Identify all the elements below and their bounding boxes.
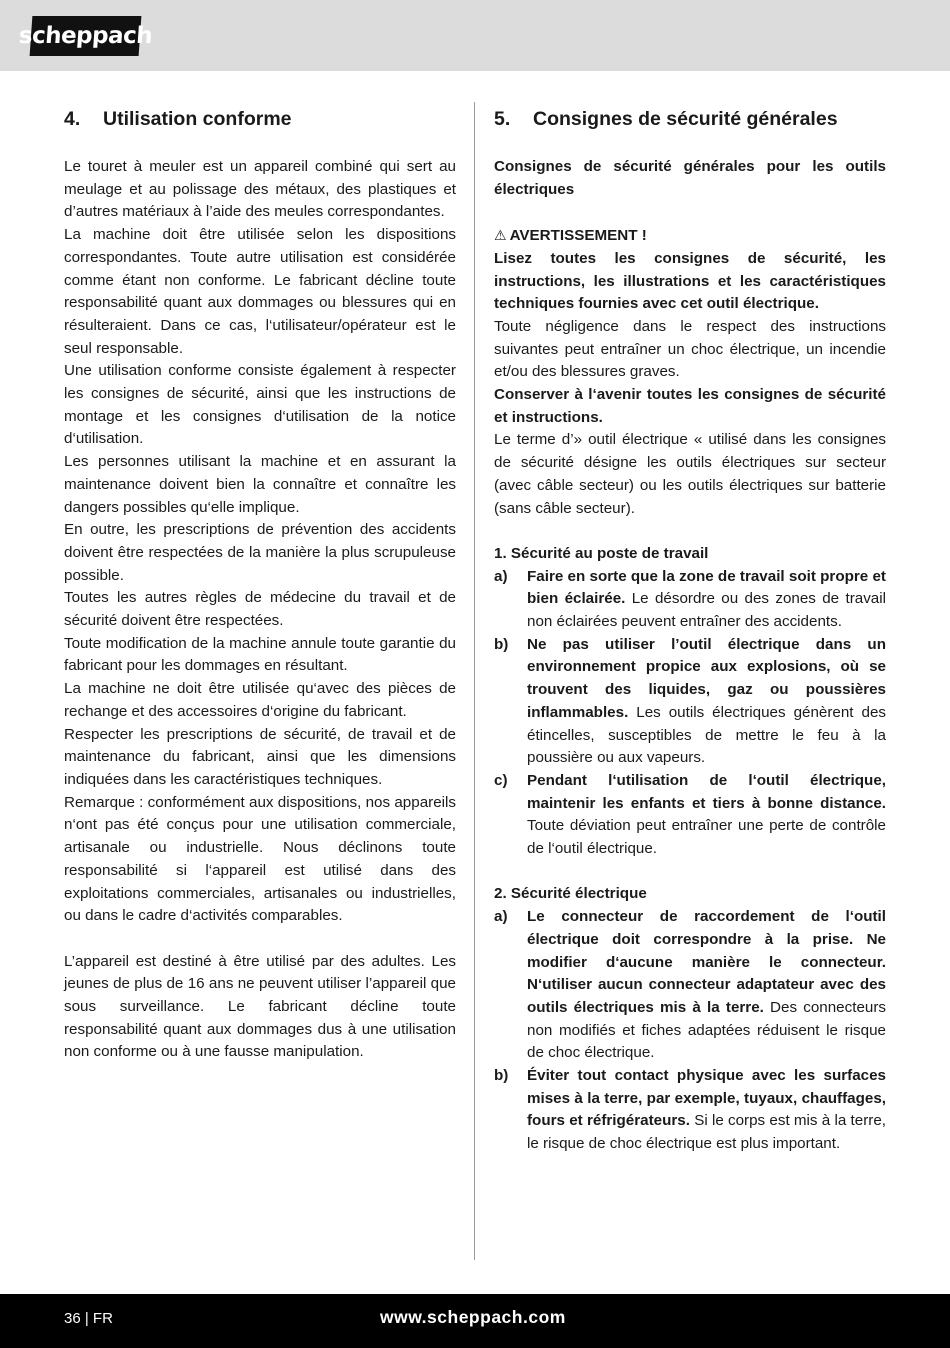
section-number: 5.: [494, 108, 511, 130]
right-column: [494, 102, 886, 1156]
subheading: Consignes de sécurité générales pour les outils électriques: [494, 158, 886, 198]
section-title: Consignes de sécurité générales: [533, 108, 838, 130]
item-bold: Faire en sorte que la zone de travail soit propre et bien éclairée.: [527, 567, 886, 608]
item-bold: Le connecteur de raccordement de l‘outil électrique doit correspondre à la prise. Ne modifier d‘aucune manière le connecteur. N‘utiliser aucun connecteur adaptateur avec des outils électriques mis à la terre.: [527, 908, 886, 1016]
closing-paragraph: L’appareil est destiné à être utilisé par des adultes. Les jeunes de plus de 16 ans ne peuvent utiliser l’appareil que sous surveillance. Le fabricant décline toute responsabilité quant aux dommages dus à une utilisation non conforme ou à une fausse manipulation.: [64, 952, 456, 1061]
footer-bar: [0, 1294, 950, 1348]
section-title: Utilisation conforme: [103, 108, 292, 130]
left-column: [64, 102, 456, 1064]
section-number: 4.: [64, 108, 81, 130]
warning-label: [494, 224, 886, 248]
paragraph: La machine ne doit être utilisée qu‘avec des pièces de rechange et des accessoires d‘origine du fabricant.: [64, 680, 456, 720]
item-text: Les outils électriques génèrent des étincelles, susceptibles de mettre le feu à la poussière ou aux vapeurs.: [527, 703, 886, 767]
item-text: Si le corps est mis à la terre, le risque de choc électrique est plus important.: [527, 1112, 886, 1153]
paragraph: Toute modification de la machine annule toute garantie du fabricant pour les dommages en résultant.: [64, 634, 456, 675]
item-letter: a): [494, 908, 508, 926]
website-url: www.scheppach.com: [380, 1307, 566, 1327]
paragraph: La machine doit être utilisée selon les dispositions correspondantes. Toute autre utilisation est considérée comme étant non conforme. Le fabricant décline toute responsabilité quant aux dommages ou blessures qui en résulteraient. Dans ce cas, l‘utilisateur/opérateur est le seul responsable.: [64, 226, 456, 357]
paragraph: Respecter les prescriptions de sécurité, de travail et de maintenance du fabricant, ainsi que les dimensions indiquées dans les caractéristiques techniques.: [64, 725, 456, 788]
paragraph: Le touret à meuler est un appareil combiné qui sert au meulage et au polissage des métaux, des plastiques et d’autres matériaux à l’aide des meules correspondantes.: [64, 158, 456, 221]
item-letter: b): [494, 635, 509, 653]
subsection-1-title: 1. Sécurité au poste de travail: [494, 544, 709, 562]
subsection-2-title: 2. Sécurité électrique: [494, 885, 647, 903]
warning-text: Toute négligence dans le respect des instructions suivantes peut entraîner un choc électrique, un incendie et/ou des blessures graves.: [494, 317, 886, 381]
list-item: [494, 634, 886, 770]
paragraph: Une utilisation conforme consiste également à respecter les consignes de sécurité, ainsi que les instructions de montage et les consignes d‘utilisation de la notice d‘utilisation.: [64, 362, 456, 448]
paragraph: En outre, les prescriptions de prévention des accidents doivent être respectées de la manière la plus scrupuleuse possible.: [64, 521, 456, 584]
item-bold: Pendant l‘utilisation de l‘outil électrique, maintenir les enfants et tiers à bonne distance.: [527, 771, 886, 812]
paragraph: Toutes les autres règles de médecine du travail et de sécurité doivent être respectées.: [64, 589, 456, 630]
top-bar: [0, 0, 950, 71]
item-letter: c): [494, 771, 508, 789]
warning-triangle-icon: ⚠: [494, 227, 507, 244]
item-text: Des connecteurs non modifiés et fiches adaptées réduisent le risque de choc électrique.: [527, 998, 886, 1062]
paragraph: Les personnes utilisant la machine et en assurant la maintenance doivent bien la connaître et connaître les dangers possibles qu‘elle implique.: [64, 453, 456, 516]
list-item: [494, 566, 886, 634]
item-letter: a): [494, 567, 508, 585]
list-item: [494, 770, 886, 861]
term-definition: Le terme d’» outil électrique « utilisé dans les consignes de sécurité désigne les outils électriques sur secteur (avec câble secteur) ou les outils électriques sur batterie (sans câble secteur).: [494, 431, 886, 517]
section-4-heading: [64, 102, 456, 136]
warning-label-text: AVERTISSEMENT !: [509, 227, 647, 245]
page-number: 36 | FR: [64, 1310, 113, 1327]
item-bold: Ne pas utiliser l’outil électrique dans un environnement propice aux explosions, où se trouvent des liquides, gaz ou poussières inflammables.: [527, 635, 886, 721]
scheppach-logo: scheppach: [30, 16, 142, 56]
item-text: Le désordre ou des zones de travail non éclairées peuvent entraîner des accidents.: [527, 590, 886, 631]
list-item: [494, 1065, 886, 1156]
keep-instructions-text: Conserver à l‘avenir toutes les consignes de sécurité et instructions.: [494, 386, 886, 426]
column-divider: [474, 102, 475, 1260]
warning-bold-text: Lisez toutes les consignes de sécurité, les instructions, les illustrations et les caractéristiques techniques fournies avec cet outil électrique.: [494, 249, 886, 313]
item-bold: Éviter tout contact physique avec les surfaces mises à la terre, par exemple, tuyaux, chauffages, fours et réfrigérateurs.: [527, 1067, 886, 1130]
list-item: [494, 906, 886, 1065]
section-5-heading: [494, 102, 886, 136]
item-text: Toute déviation peut entraîner une perte de contrôle de l‘outil électrique.: [527, 817, 886, 858]
item-letter: b): [494, 1067, 509, 1085]
paragraph: Remarque : conformément aux dispositions, nos appareils n‘ont pas été conçus pour une utilisation commerciale, artisanale ou industrielle. Nous déclinons toute responsabilité si l‘appareil est utilisé dans des exploitations commerciales, artisanales ou industrielles, ou dans le cadre d‘activités comparables.: [64, 793, 456, 925]
